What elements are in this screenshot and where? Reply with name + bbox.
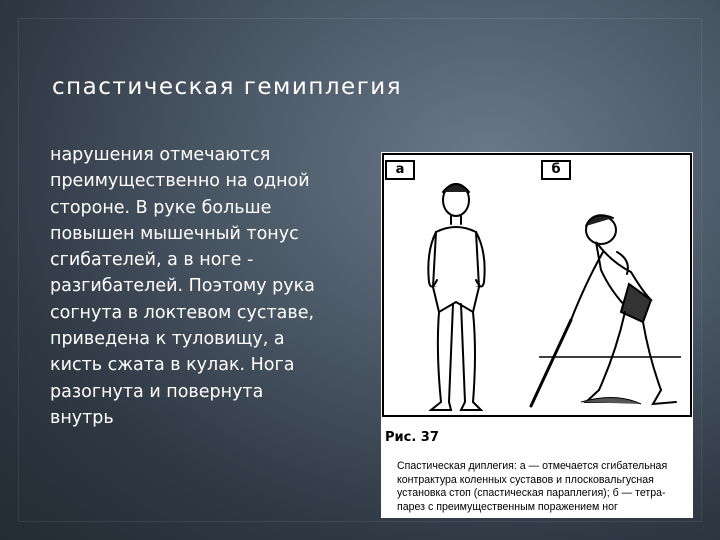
- figure-label-b: б: [541, 160, 571, 180]
- slide-body-text: нарушения отмечаются преимущественно на одной стороне. В руке больше повышен мышечный тонус сгибателей, а в ноге - разгибателей. Поэтому рука согнута в локтевом суставе, приведена к туловищу, а кисть сжата в кулак. Нога разогнута и повернута внутрь: [50, 145, 315, 428]
- figure-number: Рис. 37: [385, 430, 439, 445]
- slide-title: спастическая гемиплегия: [52, 74, 403, 100]
- figure-a-boy: [428, 184, 484, 410]
- figure-label-a: а: [385, 160, 415, 180]
- figure-caption: Спастическая диплегия: а — отмечается сгибательная контрактура коленных суставов и плосковальгусная установка стоп (спастическая параплегия); б — тетра- парез с преимущественным поражением ног: [397, 460, 668, 513]
- figure-b-boy: [531, 215, 676, 406]
- figure-panel: [381, 152, 693, 518]
